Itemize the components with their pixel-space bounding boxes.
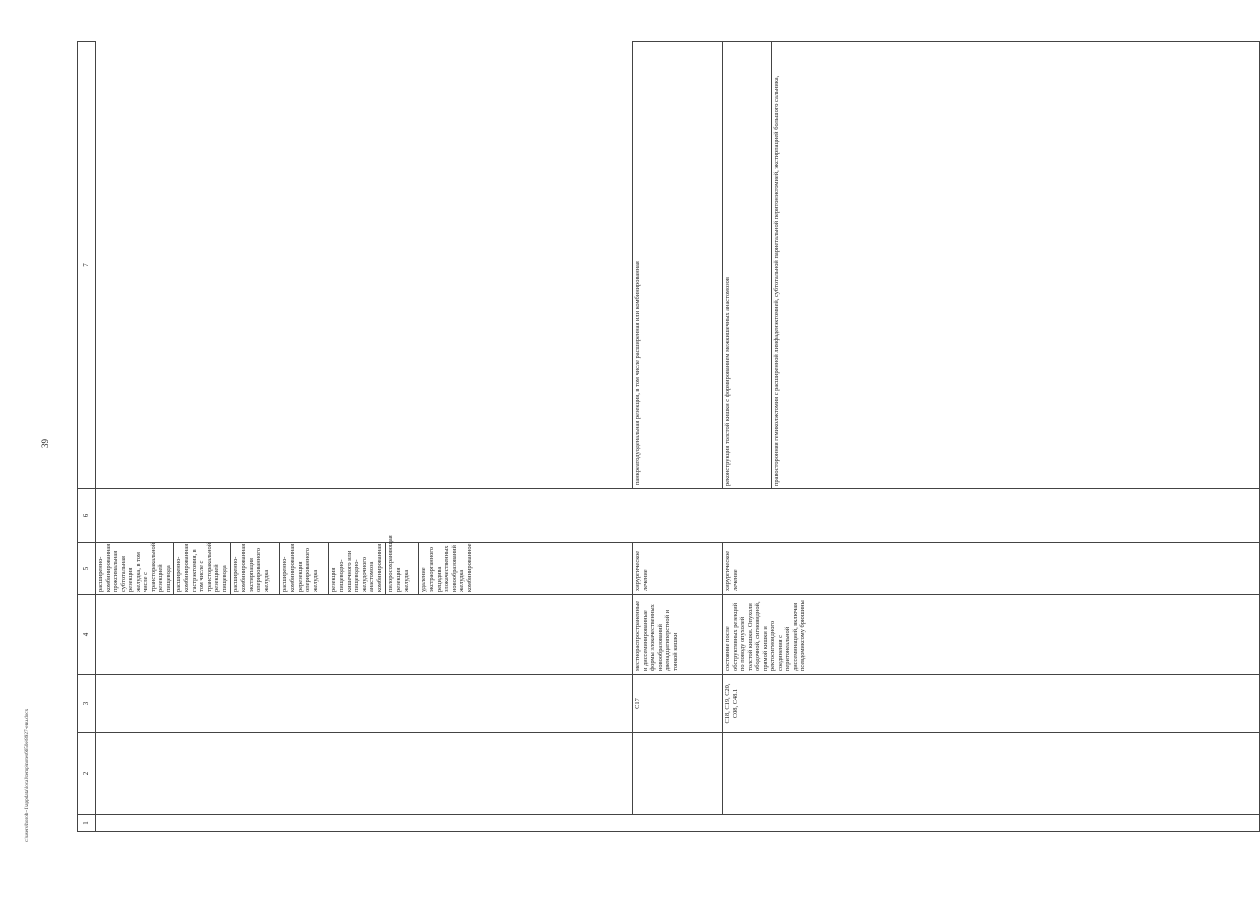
page-number: 39 xyxy=(40,439,50,448)
header-col-4: 4 xyxy=(78,595,96,675)
treatment-cell: хирургическое лечение xyxy=(723,543,1260,595)
table-row xyxy=(723,42,1260,832)
condition-cell-empty xyxy=(96,675,633,733)
code-cell: C17 xyxy=(633,675,723,733)
header-row xyxy=(78,42,96,832)
table-row xyxy=(633,42,723,832)
list-item: правосторонняя гемиколэктомия с расширенной лимфаденэктомией, субтотальной париетальной перитонэктомией, экстирпацией большого сальника, xyxy=(773,75,780,486)
medical-care-table xyxy=(77,41,1260,832)
empty-cell-col-2 xyxy=(723,733,1260,815)
methods-list xyxy=(723,42,1259,488)
empty-cell-col-2 xyxy=(633,733,723,815)
condition-cell: местнораспространенные и диссеминированные формы злокачественных новообразований двенадцатиперстной и тонкой кишки xyxy=(633,595,723,675)
list-item: пилоросохраняющая резекция желудка xyxy=(386,543,419,594)
methods-cell xyxy=(723,42,1260,489)
header-col-3: 3 xyxy=(78,675,96,733)
header-col-6: 6 xyxy=(78,489,96,543)
list-item: резекция пищеводно-кишечного или пищеводно-желудочного анастомоза комбинированная xyxy=(329,543,386,594)
header-col-2: 2 xyxy=(78,733,96,815)
code-cell-empty xyxy=(96,733,633,815)
treatment-cell-empty xyxy=(96,595,633,675)
list-item: расширенно-комбинированная гастрэктомия, в том числе с трансторакальной резекцией пищевода xyxy=(174,543,231,594)
methods-cell xyxy=(96,535,633,595)
treatment-cell: хирургическое лечение xyxy=(633,543,723,595)
methods-list xyxy=(96,535,632,594)
document-table-wrapper xyxy=(77,42,807,832)
header-col-7: 7 xyxy=(78,42,96,489)
header-col-1: 1 xyxy=(78,815,96,832)
code-cell: C18, C19, C20, C08, C48.1 xyxy=(723,675,1260,733)
condition-cell: состояние после обструктивных резекций по поводу опухолей толстой кишки. Опухоли ободочной, сигмовидной, прямой кишки и ректосигмоидного соединения с перитонеальной диссеминацией, включая псевдомиксому брюшины xyxy=(723,595,1260,675)
header-col-5: 5 xyxy=(78,543,96,595)
list-item: реконструкция толстой кишки с формированием межкишечных анастомозов xyxy=(723,42,772,488)
list-item: расширенно-комбинированная ререзекция оперированного желудка xyxy=(280,543,329,594)
table-row xyxy=(96,42,633,832)
method-cell: панкреатодуоденальная резекция, в том числе расширенная или комбинированная xyxy=(633,42,723,489)
list-item: расширенно-комбинированная проксимальная субтотальная резекция желудка, в том числе с трансторакальной резекцией пищевода xyxy=(96,543,174,594)
empty-cell-col-7 xyxy=(96,489,1260,543)
list-item: удаление экстраорганного рецидива злокачественных новообразований желудка комбинированное xyxy=(420,543,473,592)
file-path-footer: c:\users\horoh~1\appdata\local\temp\notes6650e\8927-enu.docx xyxy=(24,708,30,842)
list-item: расширенно-комбинированная экстирпация оперированного желудка xyxy=(231,543,280,594)
empty-cell-col-1 xyxy=(96,815,1260,832)
